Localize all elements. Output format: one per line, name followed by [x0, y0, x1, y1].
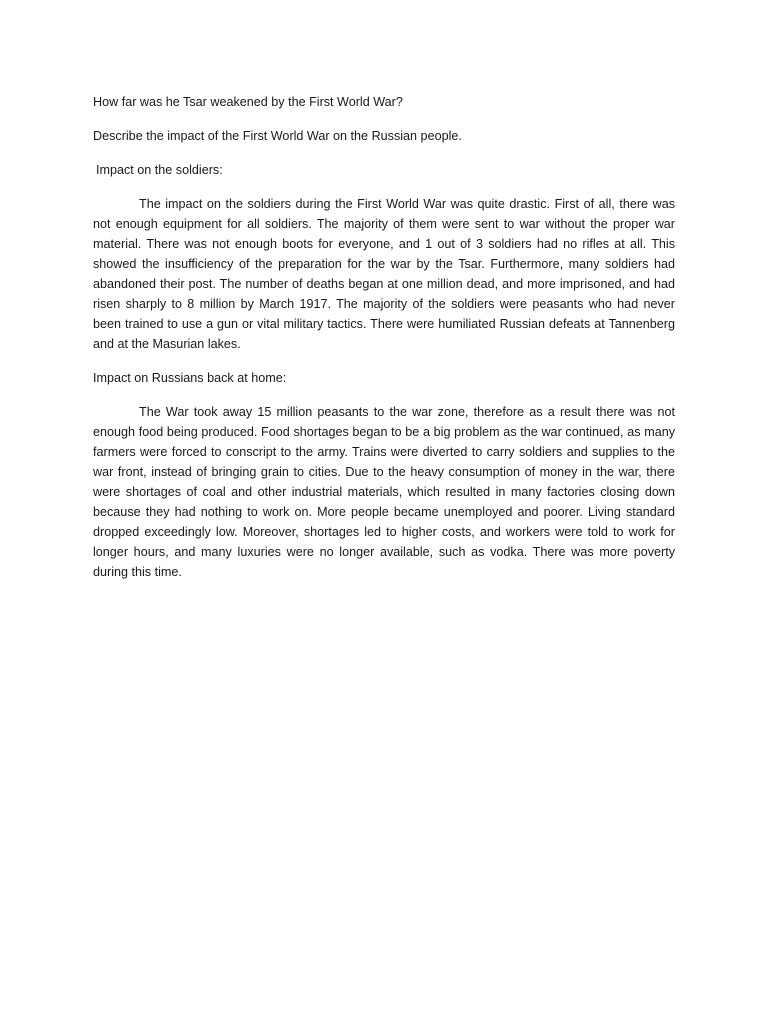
question-subtitle: Describe the impact of the First World War on the Russian people.	[93, 129, 462, 143]
home-heading: Impact on Russians back at home:	[93, 371, 287, 385]
document-page	[93, 92, 675, 596]
question-title: How far was he Tsar weakened by the First World War?	[93, 95, 403, 109]
home-paragraph: The War took away 15 million peasants to the war zone, therefore as a result there was not enough food being produced. Food shortages began to be a big problem as the war continued, as many farmers were forced to conscript to the army. Trains were diverted to carry soldiers and supplies to the war front, instead of bringing grain to cities. Due to the heavy consumption of money in the war, there were shortages of coal and other industrial materials, which resulted in many factories closing down because they had nothing to work on. More people became unemployed and poorer. Living standard dropped exceedingly low. Moreover, shortages led to higher costs, and workers were told to work for longer hours, and many luxuries were no longer available, such as vodka. There was more poverty during this time.	[93, 405, 675, 579]
soldiers-paragraph: The impact on the soldiers during the First World War was quite drastic. First of all, there was not enough equipment for all soldiers. The majority of them were sent to war without the proper war material. There was not enough boots for everyone, and 1 out of 3 soldiers had no rifles at all. This showed the insufficiency of the preparation for the war by the Tsar. Furthermore, many soldiers had abandoned their post. The number of deaths began at one million dead, and more imprisoned, and had risen sharply to 8 million by March 1917. The majority of the soldiers were peasants who had never been trained to use a gun or vital military tactics. There were humiliated Russian defeats at Tannenberg and at the Masurian lakes.	[93, 197, 675, 351]
soldiers-heading: Impact on the soldiers:	[96, 163, 223, 177]
